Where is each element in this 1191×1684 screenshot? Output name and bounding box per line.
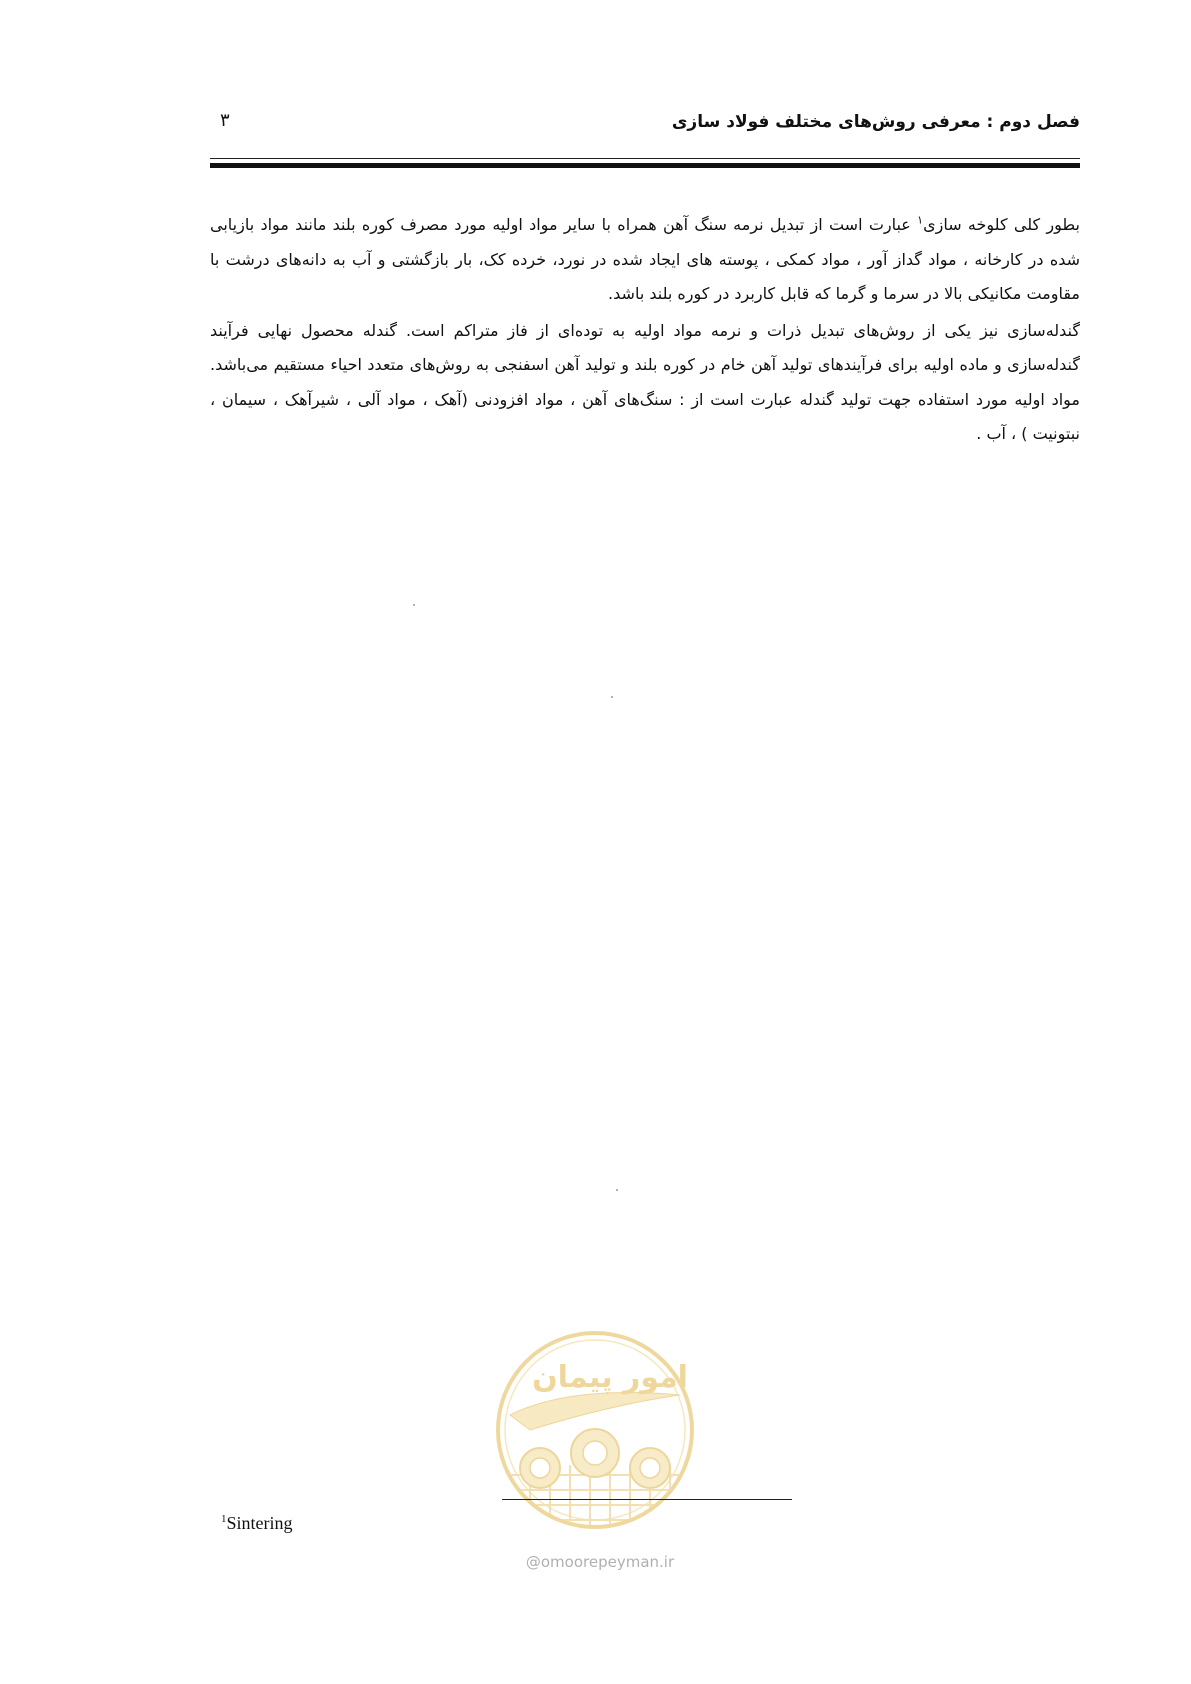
scan-speck xyxy=(413,604,415,606)
paragraph-1-start: بطور کلی کلوخه سازی xyxy=(923,215,1081,234)
paragraph-1 xyxy=(210,208,1080,312)
footnote-text: Sintering xyxy=(226,1513,293,1533)
body-text xyxy=(210,208,1080,452)
page-header xyxy=(210,108,1080,148)
header-rule-thin xyxy=(210,158,1080,159)
chapter-title: فصل دوم : معرفی روش‌های مختلف فولاد سازی xyxy=(671,112,1080,132)
paragraph-2: گندله‌سازی نیز یکی از روش‌های تبدیل ذرات و نرمه مواد اولیه به توده‌ای از فاز متراکم است. گندله محصول نهایی فرآیند گندله‌سازی و ماده اولیه برای فرآیندهای تولید آهن خام در کوره بلند و تولید آهن اسفنجی به روش‌های متعدد احیاء مستقیم می‌باشد. مواد اولیه مورد استفاده جهت تولید گندله عبارت است از : سنگ‌های آهن ، مواد افزودنی (آهک ، مواد آلی ، شیرآهک ، سیمان ، نبتونیت ) ، آب . xyxy=(210,320,1080,443)
paragraph-1-rest: عبارت است از تبدیل نرمه سنگ آهن همراه با سایر مواد اولیه مورد مصرف کوره بلند مانند مواد بازیابی شده در کارخانه ، مواد گداز آور ، مواد کمکی ، پوسته های ایجاد شده در نورد، خرده کک، بار بازگشتی و آب به دانه‌های درشت با مقاومت مکانیکی بالا در سرما و گرما که قابل کاربرد در کوره بلند باشد. xyxy=(210,215,1080,303)
footnote-reference: ۱ xyxy=(917,213,924,227)
scan-speck xyxy=(616,1189,618,1191)
watermark-site: @omoorepeyman.ir xyxy=(525,1553,675,1571)
watermark-logo-text: امور پیمان xyxy=(532,1360,688,1395)
watermark-logo xyxy=(490,1325,700,1555)
footnote-rule xyxy=(502,1499,792,1500)
header-rule-thick xyxy=(210,163,1080,168)
footnote xyxy=(221,1513,293,1534)
scan-speck xyxy=(611,696,613,698)
page-number: ۳ xyxy=(220,110,230,131)
footnote-marker: 1 xyxy=(221,1513,227,1525)
